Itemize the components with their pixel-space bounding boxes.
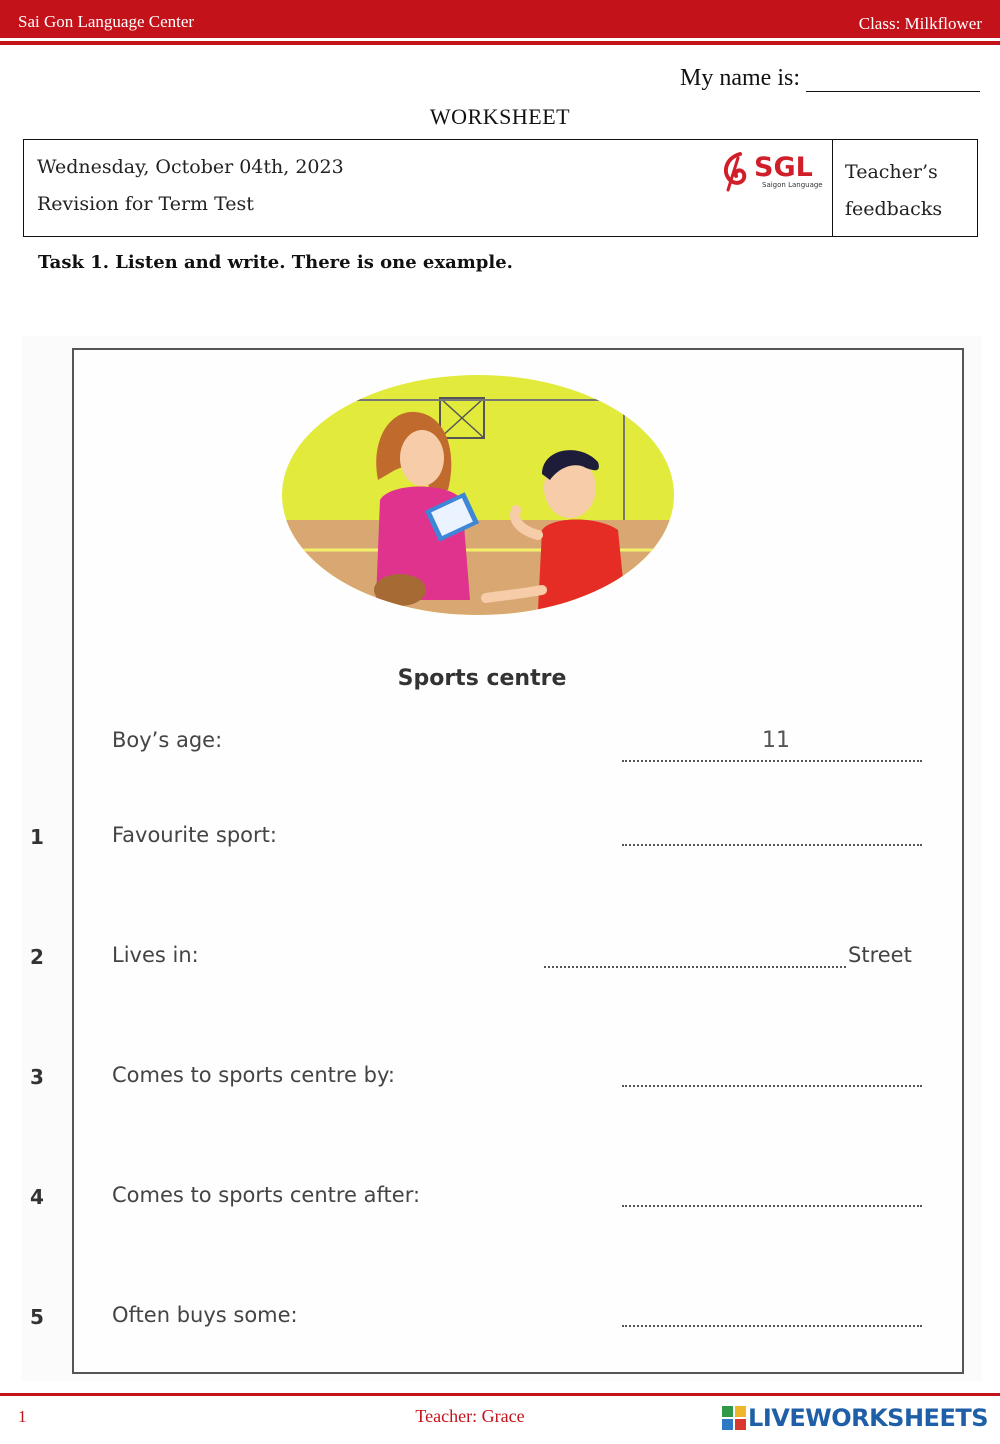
sheet-title: Sports centre — [397, 666, 567, 691]
logo-subtext: Saigon Language — [762, 181, 823, 189]
footer-rule — [0, 1393, 1000, 1396]
feedback-label-1: Teacher’s — [845, 161, 938, 183]
answer-suffix: Street — [848, 943, 912, 967]
answer-field[interactable] — [622, 1187, 922, 1207]
question-label: Often buys some: — [112, 1303, 298, 1327]
question-label: Comes to sports centre by: — [112, 1063, 395, 1087]
question-number: 4 — [30, 1185, 44, 1209]
name-row — [680, 62, 980, 92]
answer-field[interactable] — [622, 1307, 922, 1327]
answer-field[interactable] — [544, 948, 846, 968]
class-name: Class: Milkflower — [858, 14, 982, 33]
date-text: Wednesday, October 04th, 2023 — [37, 156, 344, 178]
header-rule — [0, 41, 1000, 45]
subtitle-text: Revision for Term Test — [37, 193, 254, 215]
question-number: 2 — [30, 945, 44, 969]
example-label: Boy’s age: — [112, 728, 223, 752]
sports-centre-illustration — [280, 370, 676, 620]
question-label: Comes to sports centre after: — [112, 1183, 421, 1207]
task-title: Task 1. Listen and write. There is one example. — [38, 252, 513, 273]
header-bar — [0, 0, 1000, 38]
question-number: 3 — [30, 1065, 44, 1089]
page-number: 1 — [18, 1407, 27, 1426]
question-label: Favourite sport: — [112, 823, 277, 847]
name-label: My name is: — [680, 65, 800, 91]
question-number: 1 — [30, 825, 44, 849]
logo-text: SGL — [754, 152, 813, 183]
feedback-cell — [833, 140, 977, 236]
liveworksheets-text: LIVEWORKSHEETS — [748, 1404, 988, 1432]
question-number: 5 — [30, 1305, 44, 1329]
answer-field[interactable] — [622, 1067, 922, 1087]
worksheet-title: WORKSHEET — [429, 104, 571, 129]
liveworksheets-icon — [722, 1406, 746, 1430]
example-answer: 11 — [762, 728, 790, 753]
question-label: Lives in: — [112, 943, 199, 967]
sgl-logo — [720, 146, 828, 196]
center-name: Sai Gon Language Center — [18, 12, 195, 31]
teacher-name: Teacher: Grace — [415, 1406, 525, 1426]
name-field[interactable] — [806, 62, 980, 92]
info-table — [23, 139, 978, 237]
liveworksheets-logo[interactable] — [722, 1404, 988, 1432]
answer-field[interactable] — [622, 826, 922, 846]
info-left-cell — [24, 140, 833, 236]
feedback-label-2: feedbacks — [845, 198, 943, 220]
